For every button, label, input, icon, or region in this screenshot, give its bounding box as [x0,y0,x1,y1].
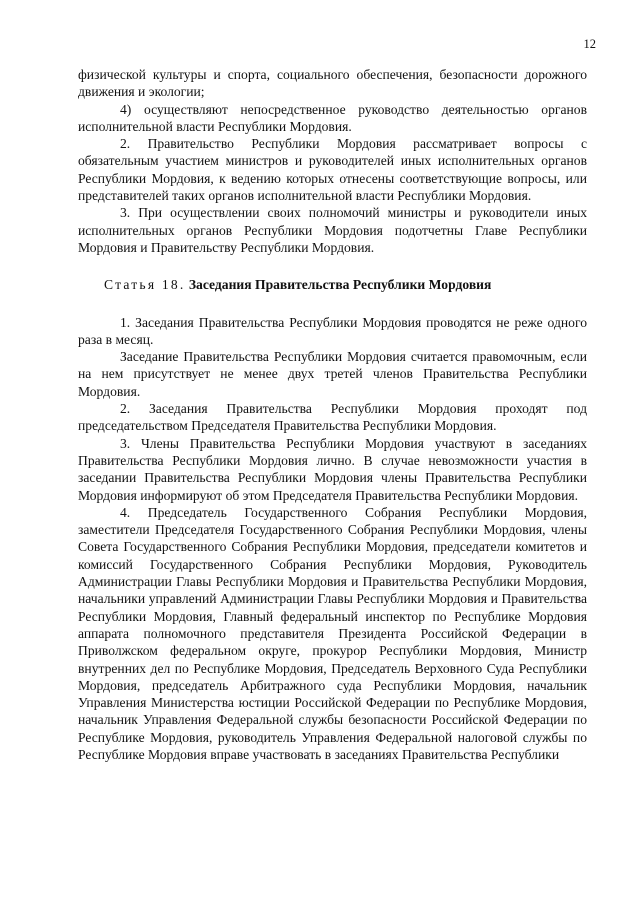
article-title: Заседания Правительства Республики Мордовия [188,277,492,293]
paragraph: физической культуры и спорта, социального обеспечения, безопасности дорожного движения и экологии; [78,67,587,100]
paragraph: 1. Заседания Правительства Республики Мордовия проводятся не реже одного раза в месяц. [78,314,587,347]
paragraph: 3. Члены Правительства Республики Мордовия участвуют в заседаниях Правительства Республики Мордовия лично. В случае невозможности участия в заседании Правительства Республики Мордовия члены Правительства Республики Мордовия информируют об этом Председателя Правительства Республики Мордовия. [78,435,587,503]
paragraph: Заседание Правительства Республики Мордовия считается правомочным, если на нем присутствует не менее двух третей членов Правительства Республики Мордовия. [78,349,587,399]
paragraph: 3. При осуществлении своих полномочий министры и руководители иных исполнительных органов Республики Мордовия подотчетны Главе Республики Мордовия и Правительству Республики Мордовия. [78,205,587,255]
article-label: Статья 18. [104,277,186,293]
paragraph: 2. Правительство Республики Мордовия рассматривает вопросы с обязательным участием министров и руководителей иных исполнительных органов Республики Мордовия, к ведению которых отнесены соответствующие вопросы, или представителей таких органов исполнительной власти Республики Мордовия. [78,136,587,204]
article-heading [78,276,587,293]
document-body [78,66,587,763]
paragraph: 4. Председатель Государственного Собрания Республики Мордовия, заместители Председателя Государственного Собрания Республики Мордовия, члены Совета Государственного Собрания Республики Мордовия, председатели комитетов и комиссий Государственного Собрания Республики Мордовия, Руководитель Администрации Главы Республики Мордовия и Правительства Республики Мордовия, начальники управлений Администрации Главы Республики Мордовия и Правительства Республики Мордовия, Главный федеральный инспектор по Республике Мордовия аппарата полномочного представителя Президента Российской Федерации в Приволжском федеральном округе, прокурор Республики Мордовия, Министр внутренних дел по Республике Мордовия, Председатель Верховного Суда Республики Мордовия, председатель Арбитражного суда Республики Мордовия, начальник Управления Министерства юстиции Российской Федерации по Республике Мордовия, начальник Управления Федеральной службы безопасности Российской Федерации по Республике Мордовия, руководитель Управления Федеральной налоговой службы по Республике Мордовия вправе участвовать в заседаниях Правительства Республики [78,504,587,762]
paragraph: 4) осуществляют непосредственное руководство деятельностью органов исполнительной власти Республики Мордовия. [78,101,587,134]
paragraph: 2. Заседания Правительства Республики Мордовия проходят под председательством Председателя Правительства Республики Мордовия. [78,401,587,434]
page-number: 12 [583,37,596,51]
